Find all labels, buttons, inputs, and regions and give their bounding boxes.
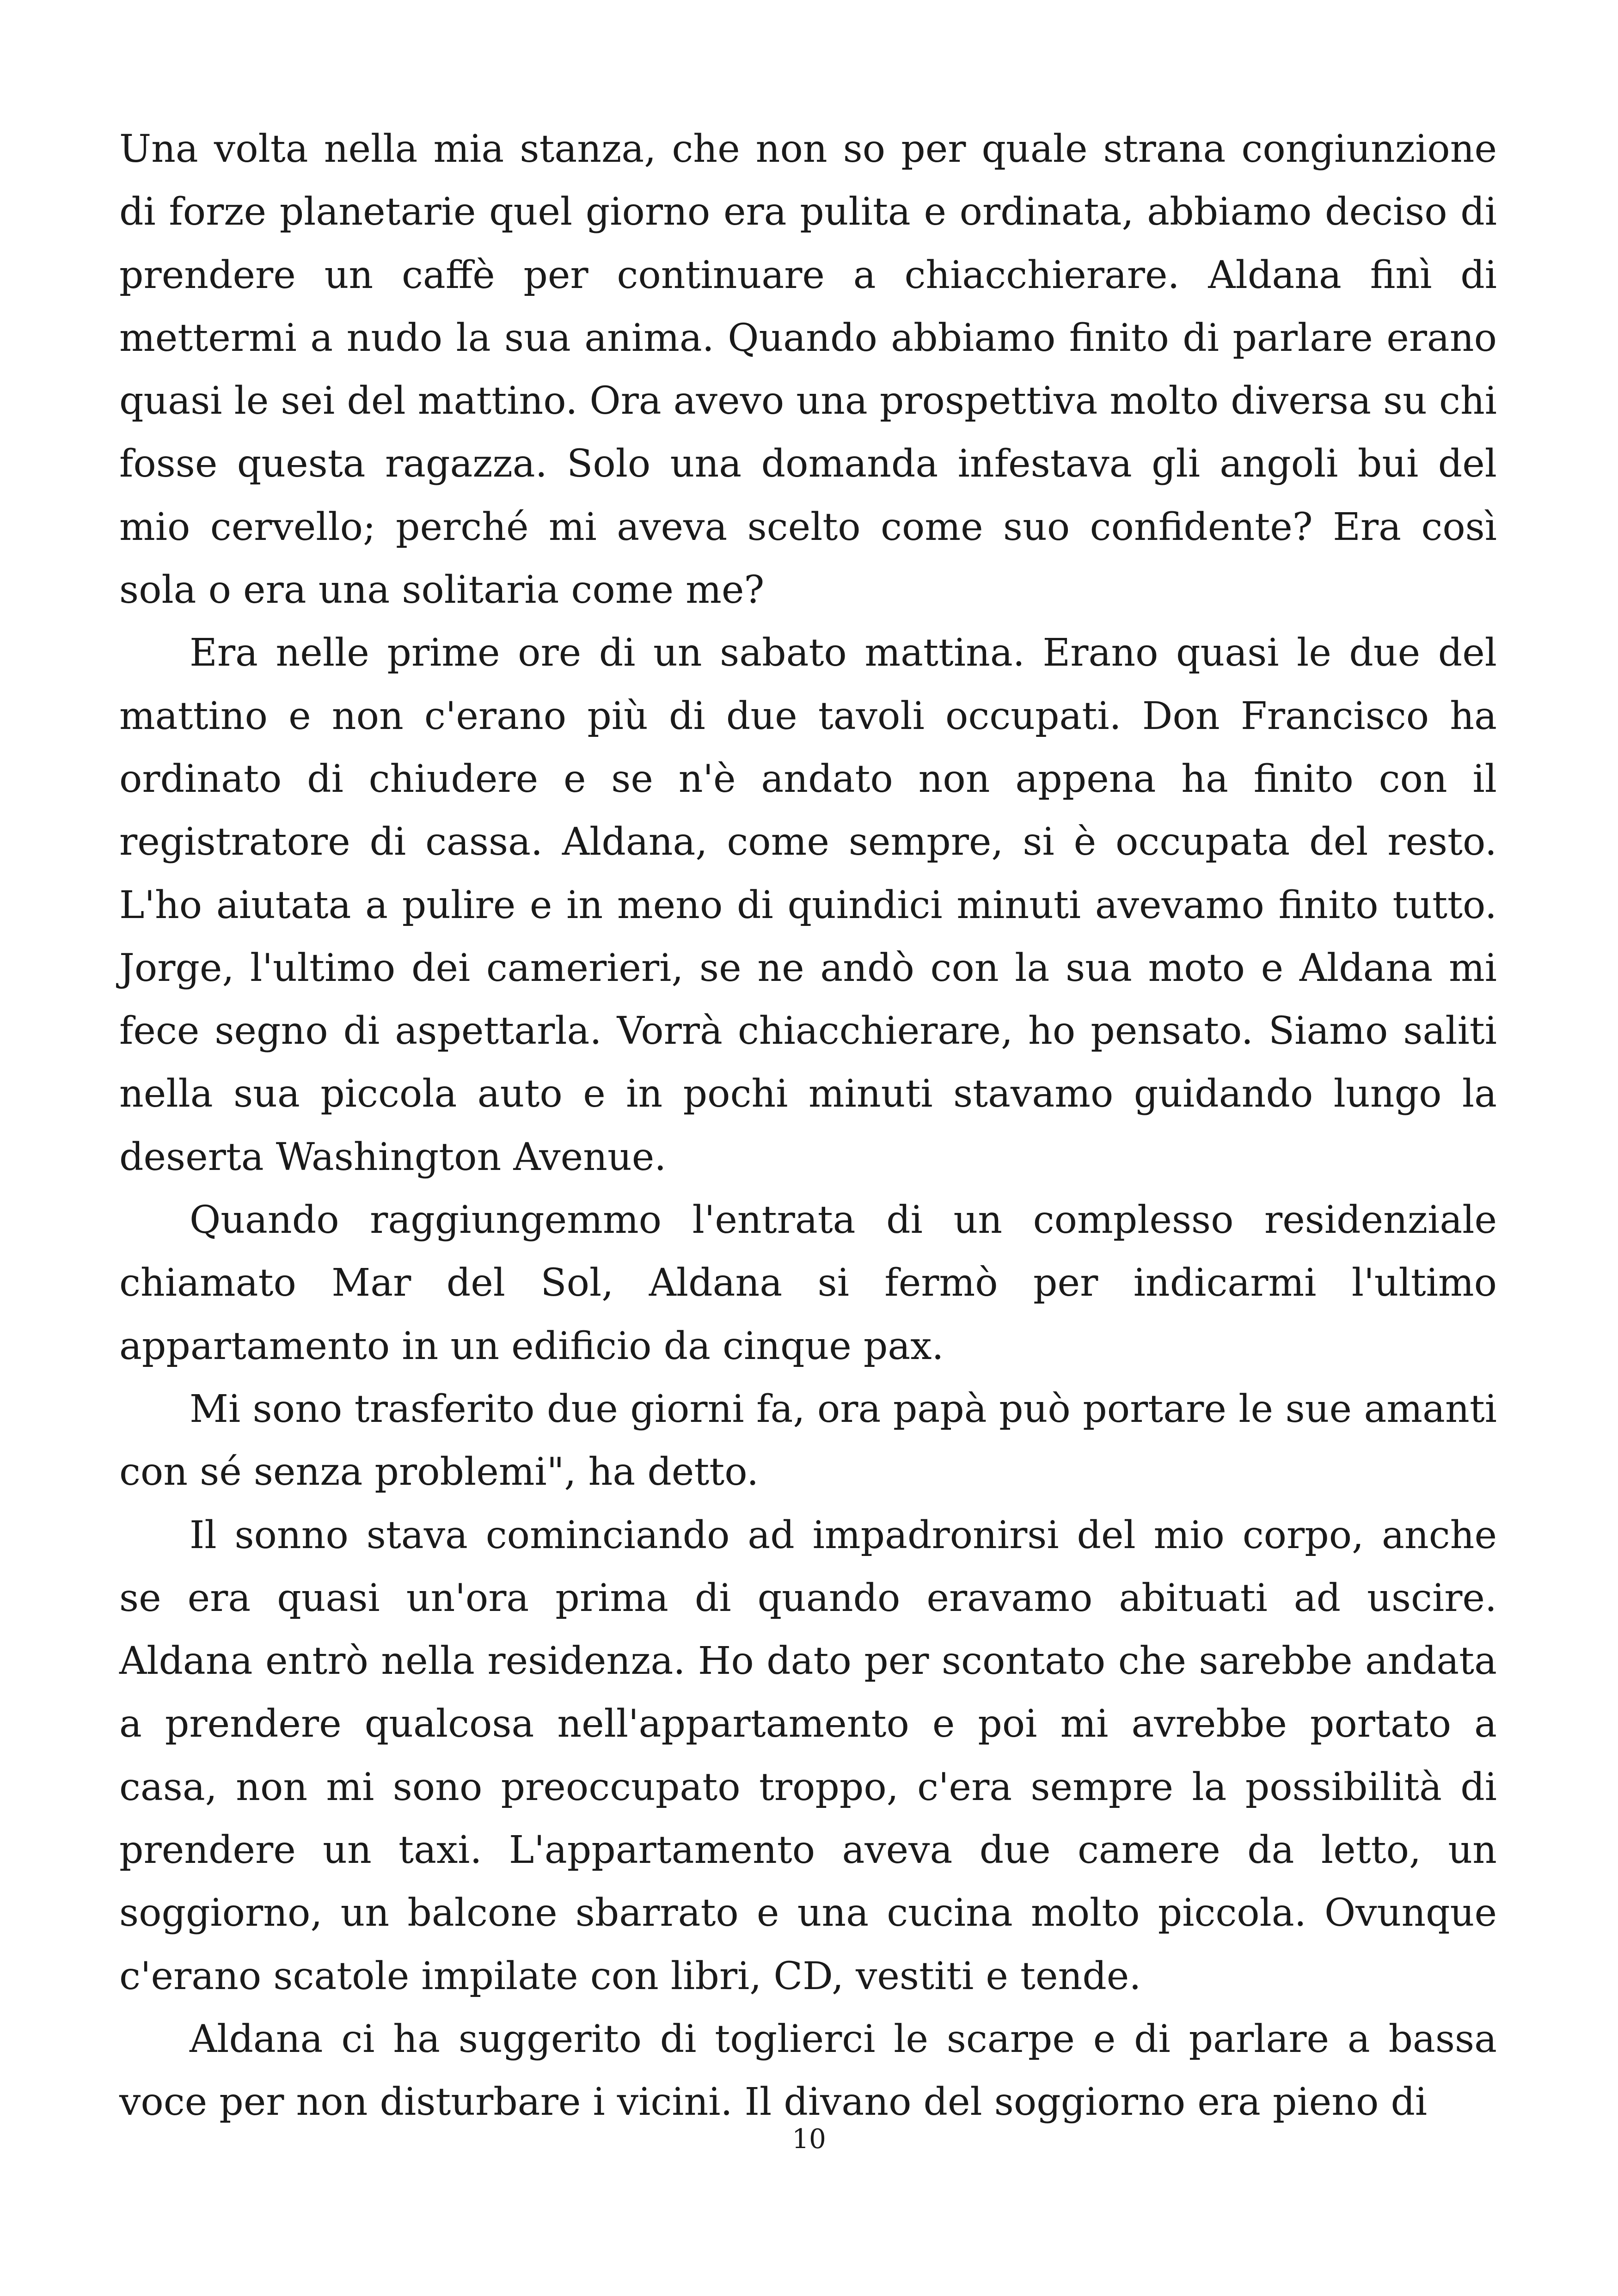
- paragraph-5: Il sonno stava cominciando ad impadronirsi del mio corpo, anche se era quasi un'ora prima di quando eravamo abituati ad uscire. Aldana entrò nella residenza. Ho dato per scontato che sarebbe andata a prendere qualcosa nell'appartamento e poi mi avrebbe portato a casa, non mi sono preoccupato troppo, c'era sempre la possibilità di prendere un taxi. L'appartamento aveva due camere da letto, un soggiorno, un balcone sbarrato e una cucina molto piccola. Ovunque c'erano scatole impilate con libri, CD, vestiti e tende.: [119, 1513, 1497, 1998]
- body-text: [119, 118, 1497, 2134]
- paragraph-3: Quando raggiungemmo l'entrata di un complesso residenziale chiamato Mar del Sol, Aldana si fermò per indicarmi l'ultimo appartamento in un edificio da cinque pax.: [119, 1198, 1497, 1368]
- paragraph-4: Mi sono trasferito due giorni fa, ora papà può portare le sue amanti con sé senza problemi", ha detto.: [119, 1387, 1497, 1494]
- paragraph-2: Era nelle prime ore di un sabato mattina. Erano quasi le due del mattino e non c'erano più di due tavoli occupati. Don Francisco ha ordinato di chiudere e se n'è andato non appena ha finito con il registratore di cassa. Aldana, come sempre, si è occupata del resto. L'ho aiutata a pulire e in meno di quindici minuti avevamo finito tutto. Jorge, l'ultimo dei camerieri, se ne andò con la sua moto e Aldana mi fece segno di aspettarla. Vorrà chiacchierare, ho pensato. Siamo saliti nella sua piccola auto e in pochi minuti stavamo guidando lungo la deserta Washington Avenue.: [119, 631, 1497, 1179]
- paragraph-1: Una volta nella mia stanza, che non so per quale strana congiunzione di forze planetarie quel giorno era pulita e ordinata, abbiamo deciso di prendere un caffè per continuare a chiacchierare. Aldana finì di mettermi a nudo la sua anima. Quando abbiamo finito di parlare erano quasi le sei del mattino. Ora avevo una prospettiva molto diversa su chi fosse questa ragazza. Solo una domanda infestava gli angoli bui del mio cervello; perché mi aveva scelto come suo confidente? Era così sola o era una solitaria come me?: [119, 127, 1497, 612]
- page-number: 10: [792, 2123, 826, 2155]
- paragraph-6: Aldana ci ha suggerito di toglierci le scarpe e di parlare a bassa voce per non disturbare i vicini. Il divano del soggiorno era pieno di: [119, 2017, 1497, 2125]
